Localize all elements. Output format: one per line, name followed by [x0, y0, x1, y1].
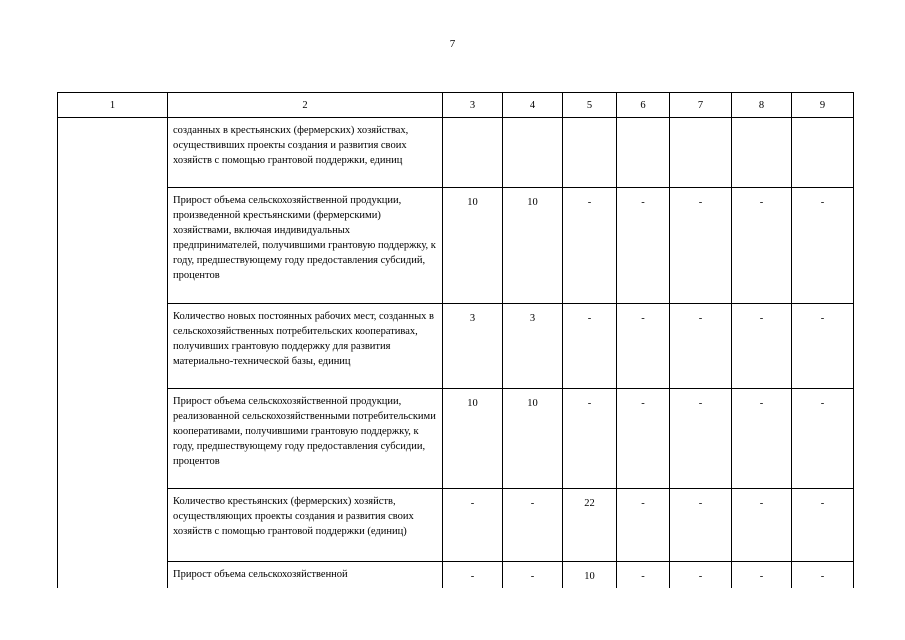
- value-cell: -: [443, 489, 503, 562]
- value-cell: -: [617, 389, 670, 489]
- value-cell: -: [732, 389, 792, 489]
- value-cell: -: [617, 304, 670, 389]
- value-cell: 10: [443, 389, 503, 489]
- indicator-description: Прирост объема сельскохозяйственной: [168, 562, 443, 588]
- indicator-description: Прирост объема сельскохозяйственной продукции, произведенной крестьянскими (фермерскими) хозяйствами, включая индивидуальных предпринимателей, получившими грантовую поддержку, к году, предшествующему году предоставления субсидий, процентов: [168, 188, 443, 304]
- table-row: [58, 489, 854, 562]
- value-cell: -: [792, 389, 854, 489]
- value-cell: -: [670, 562, 732, 588]
- column-header: 5: [563, 93, 617, 118]
- page-number: 7: [449, 38, 456, 50]
- value-cell: -: [503, 562, 563, 588]
- value-cell: -: [732, 562, 792, 588]
- value-cell: -: [792, 489, 854, 562]
- value-cell: [563, 118, 617, 188]
- merged-first-column-cell: [58, 118, 168, 588]
- value-cell: -: [443, 562, 503, 588]
- value-cell: 3: [443, 304, 503, 389]
- value-cell: -: [563, 188, 617, 304]
- column-header: 1: [58, 93, 168, 118]
- value-cell: [670, 118, 732, 188]
- table-row: [58, 188, 854, 304]
- value-cell: -: [670, 389, 732, 489]
- value-cell: 10: [443, 188, 503, 304]
- value-cell: -: [792, 188, 854, 304]
- value-cell: [792, 118, 854, 188]
- indicator-description: созданных в крестьянских (фермерских) хозяйствах, осуществивших проекты создания и развития своих хозяйств с помощью грантовой поддержки, единиц: [168, 118, 443, 188]
- value-cell: 10: [563, 562, 617, 588]
- table-row: [58, 304, 854, 389]
- value-cell: -: [732, 489, 792, 562]
- value-cell: 10: [503, 389, 563, 489]
- value-cell: 22: [563, 489, 617, 562]
- value-cell: [732, 118, 792, 188]
- value-cell: 3: [503, 304, 563, 389]
- column-header: 3: [443, 93, 503, 118]
- value-cell: -: [670, 304, 732, 389]
- column-header: 6: [617, 93, 670, 118]
- value-cell: -: [732, 304, 792, 389]
- value-cell: -: [563, 304, 617, 389]
- indicator-description: Прирост объема сельскохозяйственной продукции, реализованной сельскохозяйственными потребительскими кооперативами, получившими грантовую поддержку, к году, предшествующему году предоставления субсидии, процентов: [168, 389, 443, 489]
- value-cell: -: [792, 562, 854, 588]
- column-header: 4: [503, 93, 563, 118]
- value-cell: -: [732, 188, 792, 304]
- value-cell: [503, 118, 563, 188]
- value-cell: -: [792, 304, 854, 389]
- indicator-description: Количество крестьянских (фермерских) хозяйств, осуществляющих проекты создания и развития своих хозяйств с помощью грантовой поддержки (единиц): [168, 489, 443, 562]
- value-cell: -: [617, 188, 670, 304]
- table-header-row: [58, 93, 854, 118]
- column-header: 2: [168, 93, 443, 118]
- value-cell: [617, 118, 670, 188]
- table-row: [58, 562, 854, 588]
- value-cell: -: [617, 562, 670, 588]
- indicators-table: [57, 92, 854, 588]
- value-cell: 10: [503, 188, 563, 304]
- column-header: 7: [670, 93, 732, 118]
- table-row: [58, 389, 854, 489]
- value-cell: -: [503, 489, 563, 562]
- value-cell: -: [563, 389, 617, 489]
- indicator-description: Количество новых постоянных рабочих мест, созданных в сельскохозяйственных потребительских кооперативах, получивших грантовую поддержку для развития материально-технической базы, единиц: [168, 304, 443, 389]
- value-cell: [443, 118, 503, 188]
- value-cell: -: [617, 489, 670, 562]
- column-header: 9: [792, 93, 854, 118]
- value-cell: -: [670, 188, 732, 304]
- table-row: [58, 118, 854, 188]
- value-cell: -: [670, 489, 732, 562]
- column-header: 8: [732, 93, 792, 118]
